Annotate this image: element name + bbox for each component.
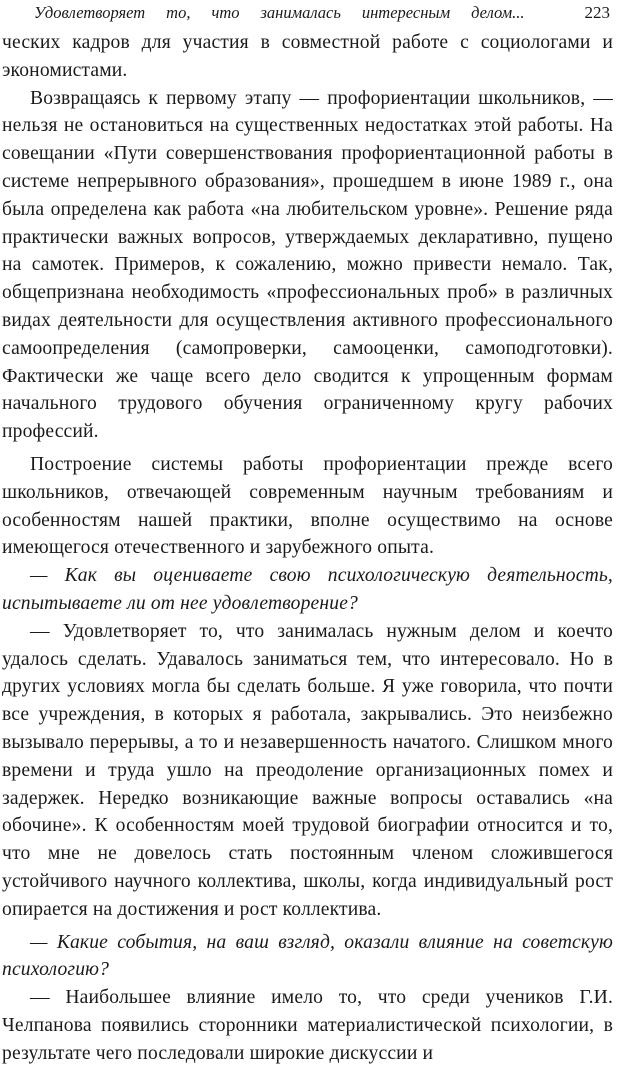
page-number: 223 bbox=[584, 3, 610, 22]
interview-question-events: — Какие события, на ваш взгляд, оказали влияние на советскую психологию? bbox=[2, 931, 613, 981]
page-header bbox=[2, 0, 613, 29]
running-title: Удовлетворяет то, что занималась интересным делом... bbox=[34, 3, 525, 22]
interview-answer-events: — Наибольшее влияние имело то, что среди учеников Г.И. Челпанова появились сторонники материалистической психологии, в результате чего последовали широкие дискуссии и bbox=[2, 987, 613, 1064]
page-body bbox=[2, 29, 613, 1067]
interview-question-satisfaction: — Как вы оцениваете свою психологическую деятельность, испытываете ли от нее удовлетворение? bbox=[2, 565, 613, 614]
paragraph-continuation: ческих кадров для участия в совместной работе с социологами и экономистами. bbox=[2, 32, 613, 81]
paragraph-career-guidance: Возвращаясь к первому этапу — профориентации школьников, — нельзя не остановиться на существенных недостатках этой работы. На совещании «Пути совершенствования профориентационной работы в системе непрерывного образования», прошедшем в июне 1989 г., она была определена как работа «на любительском уровне». Решение ряда практически важных вопросов, утверждаемых декларативно, пущено на самотек. Примеров, к сожалению, можно привести немало. Так, общепризнана необходимость «профессиональных проб» в различных видах деятельности для осуществления активного профессионального самоопределения (самопроверки, самооценки, самоподготовки). Фактически же чаще всего дело сводится к упрощенным формам начального трудового обучения ограниченному кругу рабочих профессий. bbox=[2, 87, 613, 443]
interview-answer-satisfaction: — Удовлетворяет то, что занималась нужным делом и коечто удалось сделать. Удавалось заниматься тем, что интересовало. Но в других условиях могла бы сделать больше. Я уже говорила, что почти все учреждения, в которых я работала, закрывались. Это неизбежно вызывало перерывы, а то и незавершенность начатого. Слишком много времени и труда ушло на преодоление организационных помех и задержек. Нередко возникающие важные вопросы оставались «на обочине». К особенностям моей трудовой биографии относится и то, что мне не довелось стать постоянным членом сложившегося устойчивого научного коллектива, школы, когда индивидуальный рост опирается на достижения и рост коллектива. bbox=[2, 620, 613, 920]
paragraph-system-building: Построение системы работы профориентации прежде всего школьников, отвечающей современным научным требованиям и особенностям нашей практики, вполне осуществимо на основе имеющегося отечественного и зарубежного опыта. bbox=[2, 453, 613, 559]
